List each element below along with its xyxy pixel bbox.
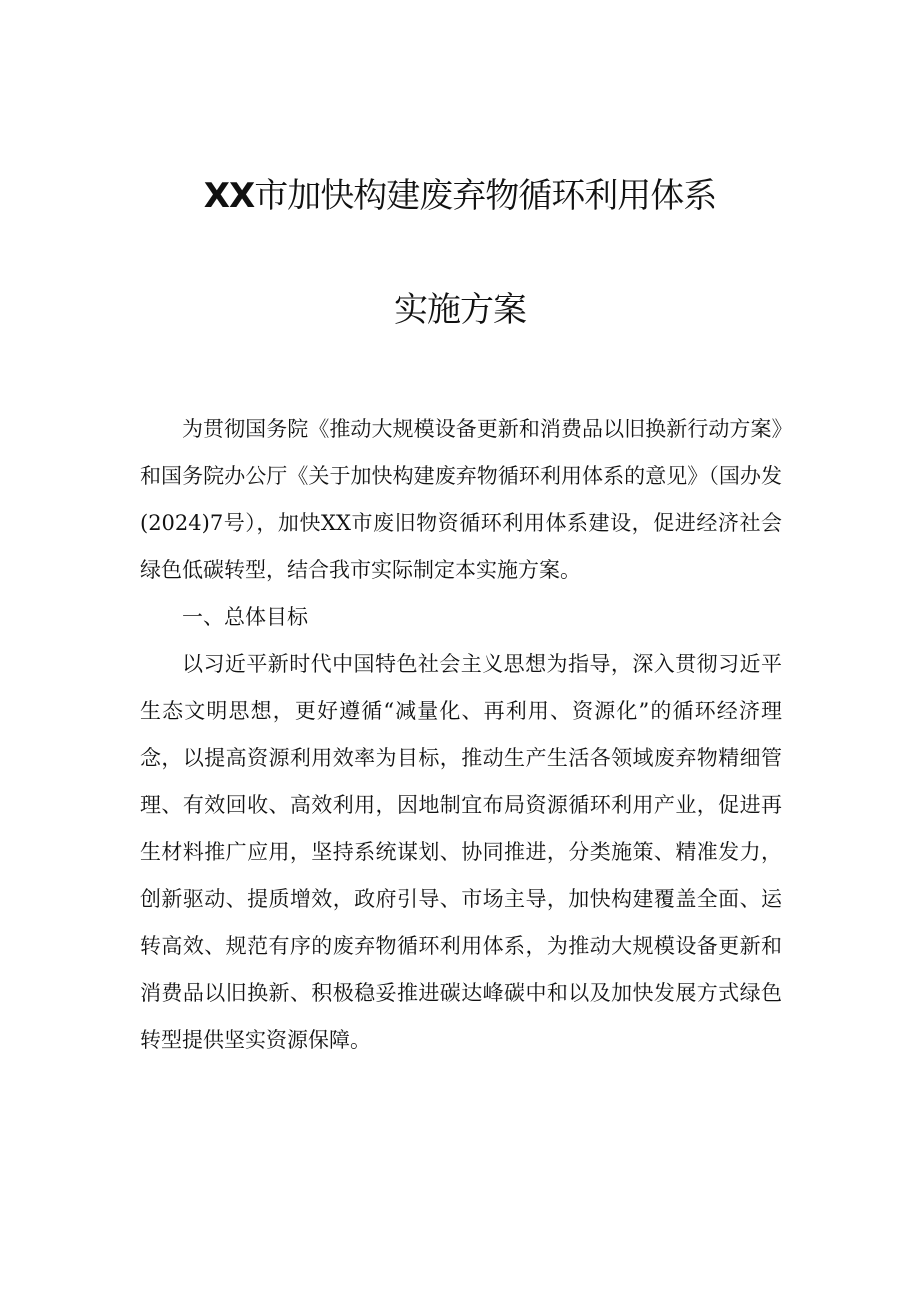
document-title-line-1 bbox=[0, 168, 920, 217]
document-title-line-2: 实施方案 bbox=[394, 290, 526, 330]
section-1-paragraph: 以习近平新时代中国特色社会主义思想为指导，深入贯彻习近平生态文明思想，更好遵循“减量化、再利用、资源化”的循环经济理念，以提高资源利用效率为目标，推动生产生活各领域废弃物精细管理、有效回收、高效利用，因地制宜布局资源循环利用产业，促进再生材料推广应用，坚持系统谋划、协同推进，分类施策、精准发力，创新驱动、提质增效，政府引导、市场主导，加快构建覆盖全面、运转高效、规范有序的废弃物循环利用体系，为推动大规模设备更新和消费品以旧换新、积极稳妥推进碳达峰碳中和以及加快发展方式绿色转型提供坚实资源保障。 bbox=[140, 652, 782, 1052]
section-1-heading: 一、总体目标 bbox=[182, 605, 308, 629]
intro-paragraph: 为贯彻国务院《推动大规模设备更新和消费品以旧换新行动方案》和国务院办公厅《关于加快构建废弃物循环利用体系的意见》（国办发(2024)7号），加快XX市废旧物资循环利用体系建设，促进经济社会绿色低碳转型，结合我市实际制定本实施方案。 bbox=[140, 417, 782, 582]
document-body bbox=[140, 406, 782, 1064]
title-prefix: XX bbox=[203, 176, 255, 216]
title-line-1-rest: 市加快构建废弃物循环利用体系 bbox=[254, 176, 717, 216]
